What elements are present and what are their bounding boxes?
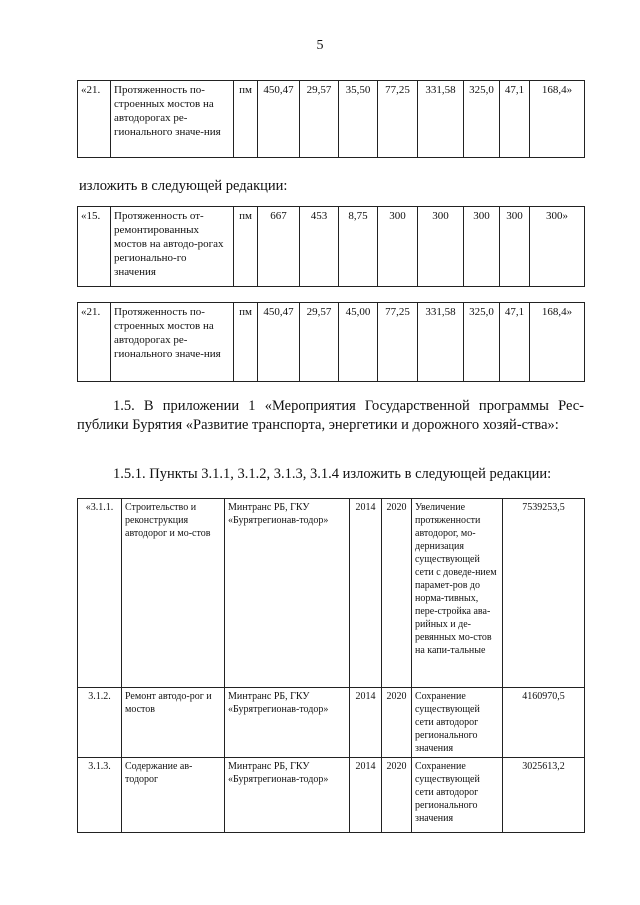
unit: пм xyxy=(234,303,258,382)
measure-name: Строительство и реконструкция автодорог и мо-стов xyxy=(122,499,225,688)
value: 47,1 xyxy=(500,303,530,382)
value: 331,58 xyxy=(418,81,464,158)
table-row xyxy=(78,758,585,833)
measure-amount: 3025613,2 xyxy=(503,758,585,833)
value: 300 xyxy=(418,207,464,287)
measure-amount: 7539253,5 xyxy=(503,499,585,688)
measure-end-year: 2020 xyxy=(382,758,412,833)
value: 29,57 xyxy=(300,303,339,382)
value: 35,50 xyxy=(339,81,378,158)
indicator-table-old xyxy=(77,80,585,158)
value: 29,57 xyxy=(300,81,339,158)
measures-table xyxy=(77,498,585,833)
table-row xyxy=(78,207,585,287)
paragraph-1-5: 1.5. В приложении 1 «Мероприятия Государственной программы Рес-публики Бурятия «Развитие транспорта, энергетики и дорожного хозяй-ства»: xyxy=(77,398,584,433)
value: 300 xyxy=(464,207,500,287)
measure-code: 3.1.3. xyxy=(78,758,122,833)
table-row xyxy=(78,303,585,382)
value: 667 xyxy=(258,207,300,287)
table-row xyxy=(78,688,585,758)
value: 168,4» xyxy=(530,81,585,158)
measure-end-year: 2020 xyxy=(382,499,412,688)
indicator-name: Протяженность от-ремонтированных мостов на автодо-рогах регионально-го значения xyxy=(111,207,234,287)
new-edition-text: изложить в следующей редакции: xyxy=(79,178,288,194)
value: 77,25 xyxy=(378,81,418,158)
unit: пм xyxy=(234,81,258,158)
value: 168,4» xyxy=(530,303,585,382)
value: 325,0 xyxy=(464,303,500,382)
measure-result: Сохранение существующей сети автодорог регионального значения xyxy=(412,688,503,758)
page-number: 5 xyxy=(316,38,324,53)
indicator-name: Протяженность по-строенных мостов на автодорогах ре-гионального значе-ния xyxy=(111,81,234,158)
indicator-name: Протяженность по-строенных мостов на автодорогах ре-гионального значе-ния xyxy=(111,303,234,382)
table-row xyxy=(78,499,585,688)
measure-end-year: 2020 xyxy=(382,688,412,758)
value: 331,58 xyxy=(418,303,464,382)
measure-result: Увеличение протяженности автодорог, мо-дернизация существующей сети с доведе-нием парамет-ров до норма-тивных, пере-стройка ава-рийных и де-ревянных мо-стов на капи-тальные xyxy=(412,499,503,688)
value: 450,47 xyxy=(258,303,300,382)
measure-result: Сохранение существующей сети автодорог регионального значения xyxy=(412,758,503,833)
row-code: «21. xyxy=(78,303,111,382)
row-code: «21. xyxy=(78,81,111,158)
value: 450,47 xyxy=(258,81,300,158)
unit: пм xyxy=(234,207,258,287)
indicator-table-new-21 xyxy=(77,302,585,382)
indicator-table-new-15 xyxy=(77,206,585,287)
measure-code: 3.1.2. xyxy=(78,688,122,758)
measure-name: Ремонт автодо-рог и мостов xyxy=(122,688,225,758)
measure-start-year: 2014 xyxy=(350,688,382,758)
value: 77,25 xyxy=(378,303,418,382)
measure-name: Содержание ав-тодорог xyxy=(122,758,225,833)
value: 453 xyxy=(300,207,339,287)
measure-executor: Минтранс РБ, ГКУ «Бурятрегионав-тодор» xyxy=(225,688,350,758)
paragraph-1-5-1: 1.5.1. Пункты 3.1.1, 3.1.2, 3.1.3, 3.1.4 изложить в следующей редакции: xyxy=(113,466,552,482)
value: 300» xyxy=(530,207,585,287)
value: 300 xyxy=(378,207,418,287)
value: 300 xyxy=(500,207,530,287)
table-row xyxy=(78,81,585,158)
value: 325,0 xyxy=(464,81,500,158)
value: 8,75 xyxy=(339,207,378,287)
measure-code: «3.1.1. xyxy=(78,499,122,688)
measure-start-year: 2014 xyxy=(350,499,382,688)
value: 47,1 xyxy=(500,81,530,158)
value: 45,00 xyxy=(339,303,378,382)
measure-executor: Минтранс РБ, ГКУ «Бурятрегионав-тодор» xyxy=(225,499,350,688)
row-code: «15. xyxy=(78,207,111,287)
measure-executor: Минтранс РБ, ГКУ «Бурятрегионав-тодор» xyxy=(225,758,350,833)
measure-amount: 4160970,5 xyxy=(503,688,585,758)
measure-start-year: 2014 xyxy=(350,758,382,833)
